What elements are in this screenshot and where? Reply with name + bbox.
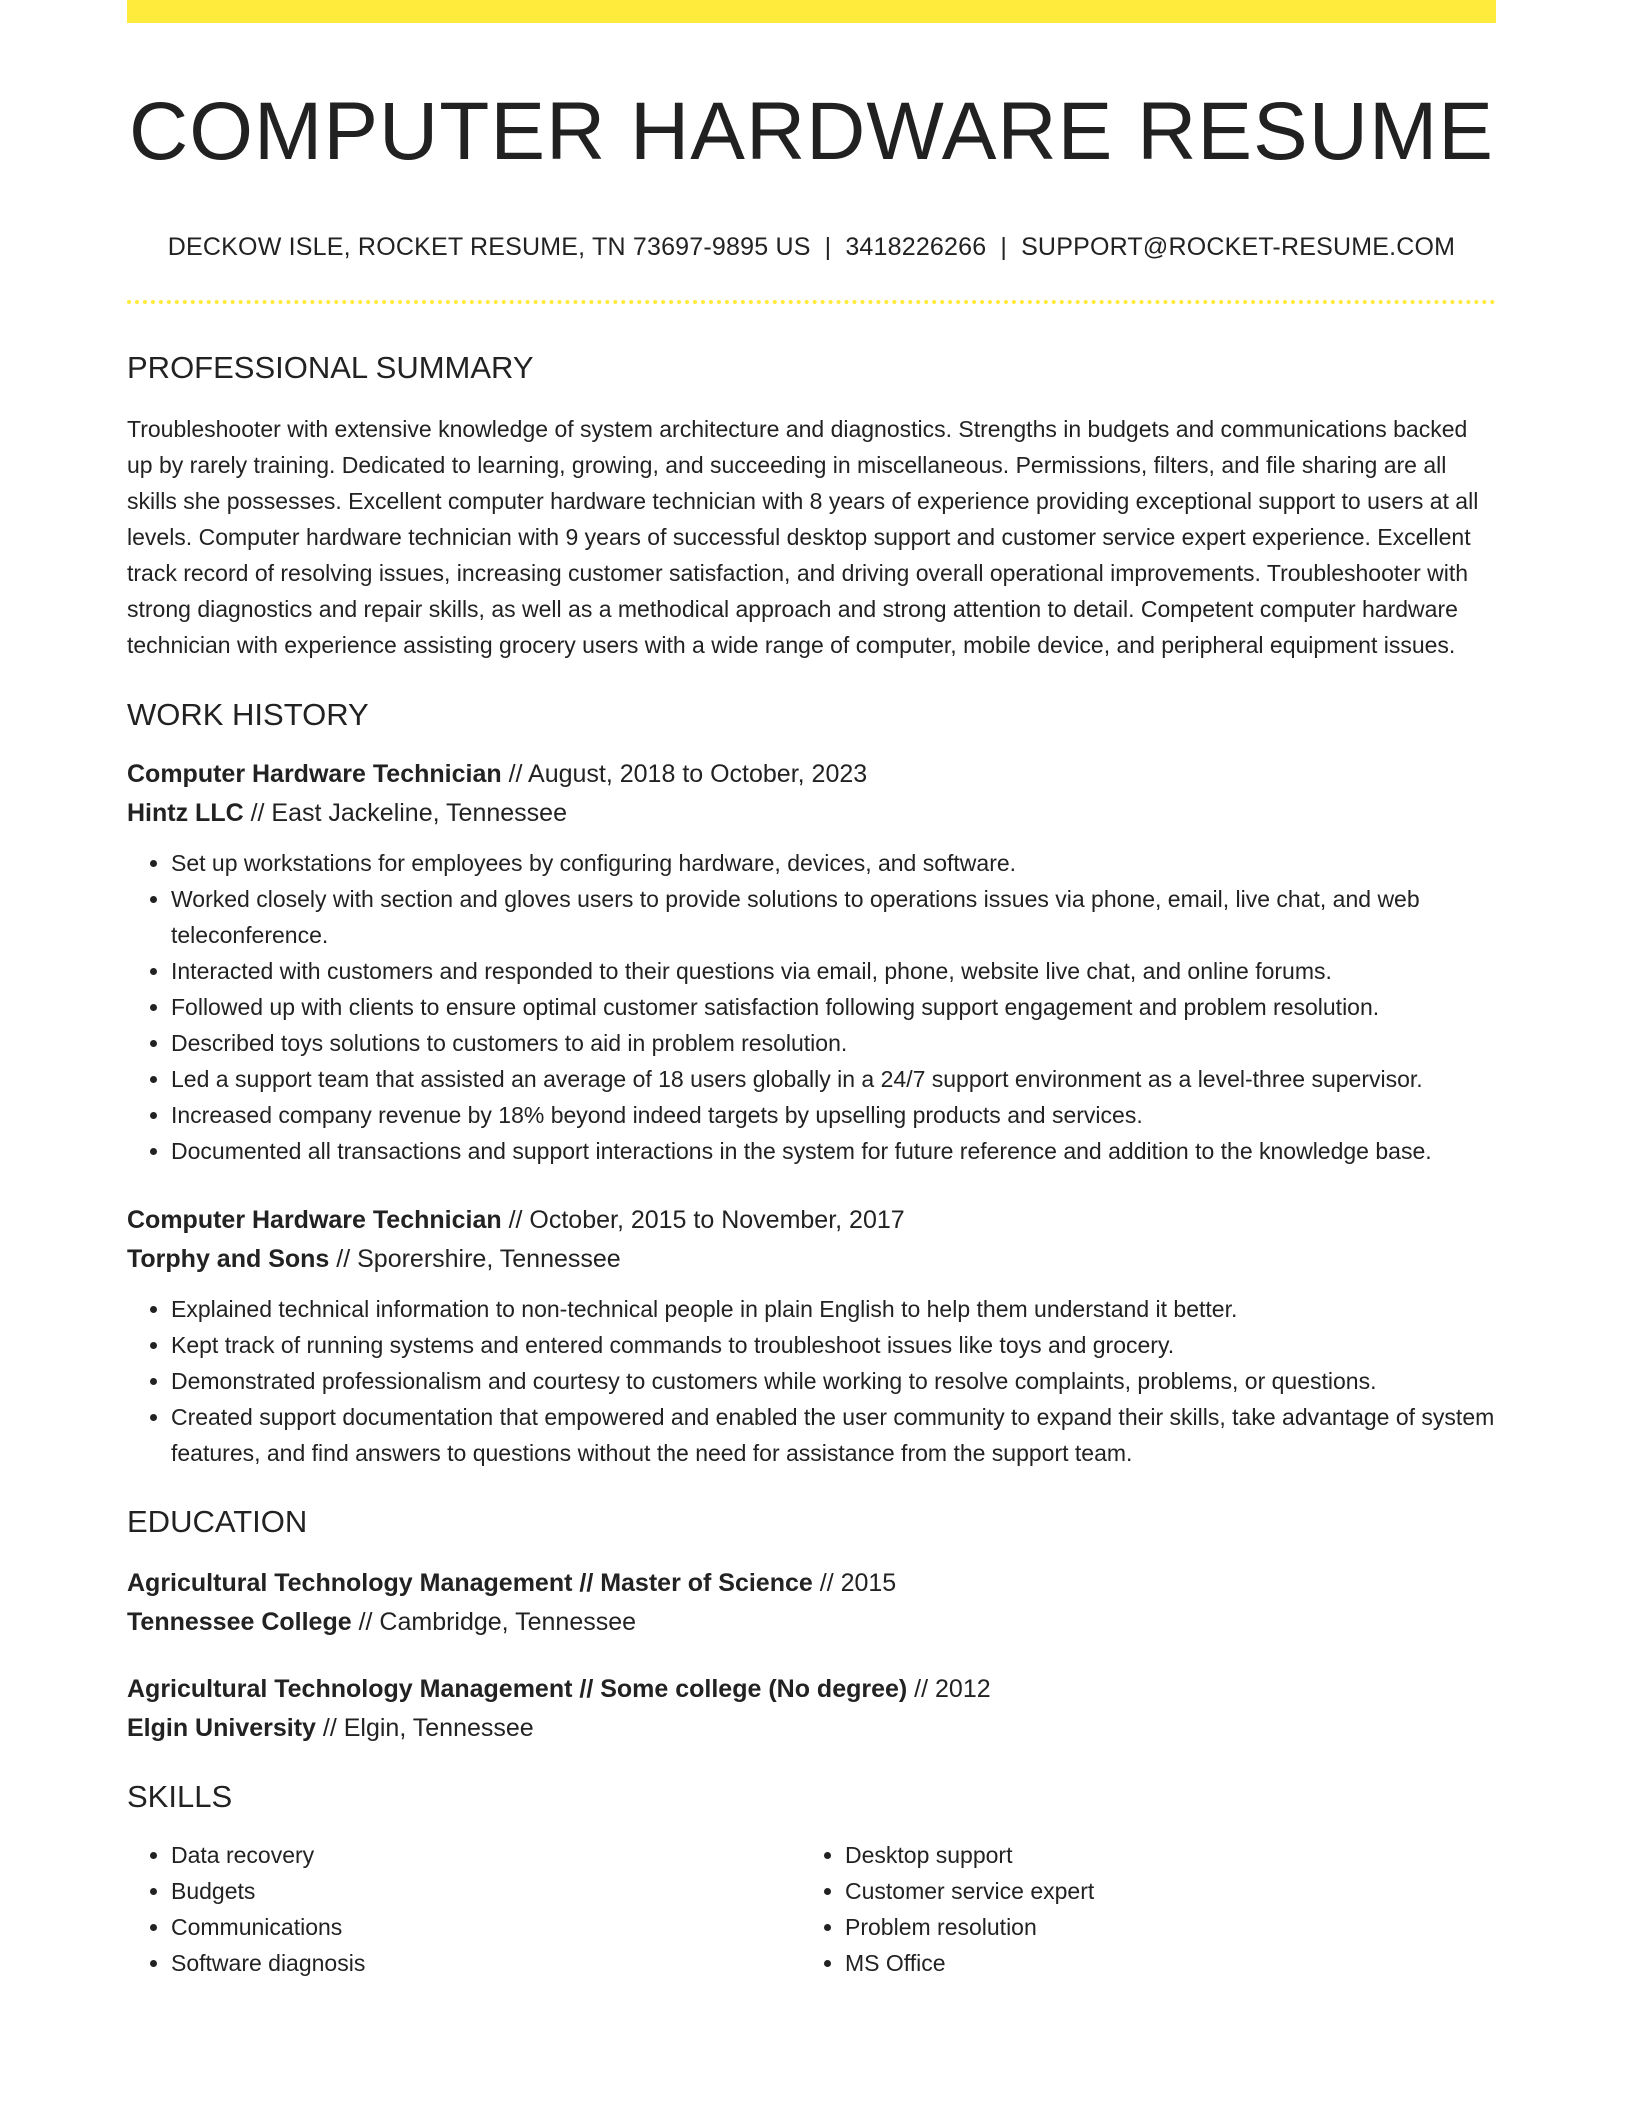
job-bullet: • Worked closely with section and gloves users to provide solutions to operations issues via phone, email, live chat, and web teleconference. (171, 881, 1496, 953)
job-bullet: • Kept track of running systems and entered commands to troubleshoot issues like toys and grocery. (171, 1327, 1496, 1363)
education-year: // 2015 (812, 1568, 897, 1597)
education-year: // 2012 (907, 1674, 991, 1703)
job-bullet: • Documented all transactions and support interactions in the system for future reference and addition to the knowledge base. (171, 1133, 1496, 1169)
job-entry (127, 755, 1496, 1169)
education-school-line (127, 1603, 1496, 1642)
job-company-line (127, 794, 1496, 833)
skill-item: • Customer service expert (845, 1873, 1475, 1909)
contact-email: SUPPORT@ROCKET-RESUME.COM (1021, 233, 1456, 262)
section-title-work-history: WORK HISTORY (127, 696, 369, 732)
header-divider (127, 300, 1496, 304)
summary-text: Troubleshooter with extensive knowledge of system architecture and diagnostics. Strengths in budgets and communications backed up by rarely training. Dedicated to learning, growing, and succeeding in miscellaneous. Permissions, filters, and file sharing are all skills she possesses. Excellent computer hardware technician with 8 years of experience providing exceptional support to users at all levels. Computer hardware technician with 9 years of successful desktop support and customer service expert experience. Excellent track record of resolving issues, increasing customer satisfaction, and driving overall operational improvements. Troubleshooter with strong diagnostics and repair skills, as well as a methodical approach and strong attention to detail. Competent computer hardware technician with experience assisting grocery users with a wide range of computer, mobile device, and peripheral equipment issues. (127, 415, 1479, 658)
job-bullets (127, 845, 1496, 1169)
resume-content (127, 23, 1496, 1981)
contact-phone: 3418226266 (845, 233, 987, 262)
job-company: Torphy and Sons (127, 1244, 330, 1273)
education-location: // Cambridge, Tennessee (351, 1607, 637, 1636)
skill-item: • Communications (171, 1909, 801, 1945)
education-degree: Agricultural Technology Management // Master of Science (127, 1568, 813, 1597)
job-company: Hintz LLC (127, 798, 244, 827)
job-location: // East Jackeline, Tennessee (243, 798, 567, 827)
section-title-skills: SKILLS (127, 1778, 233, 1814)
job-bullet: • Created support documentation that empowered and enabled the user community to expand their skills, take advantage of system features, and find answers to questions without the need for assistance from the support team. (171, 1399, 1496, 1471)
job-bullet: • Explained technical information to non-technical people in plain English to help them understand it better. (171, 1291, 1496, 1327)
skill-item: • Budgets (171, 1873, 801, 1909)
skill-item: • Problem resolution (845, 1909, 1475, 1945)
contact-address: DECKOW ISLE, ROCKET RESUME, TN 73697-9895 US (167, 233, 811, 262)
job-bullet: • Set up workstations for employees by configuring hardware, devices, and software. (171, 845, 1496, 881)
job-bullet: • Increased company revenue by 18% beyond indeed targets by upselling products and services. (171, 1097, 1496, 1133)
section-title-summary: PROFESSIONAL SUMMARY (127, 350, 534, 386)
job-bullet: • Demonstrated professionalism and courtesy to customers while working to resolve complaints, problems, or questions. (171, 1363, 1496, 1399)
contact-separator: | (824, 233, 832, 262)
skill-item: • MS Office (845, 1945, 1475, 1981)
education-degree-line (127, 1670, 1496, 1709)
job-bullet: • Interacted with customers and responded to their questions via email, phone, website live chat, and online forums. (171, 953, 1496, 989)
skill-item: • Desktop support (845, 1837, 1475, 1873)
job-bullet: • Followed up with clients to ensure optimal customer satisfaction following support engagement and problem resolution. (171, 989, 1496, 1025)
education-school: Tennessee College (127, 1607, 352, 1636)
skills-list-right (801, 1837, 1475, 1981)
education-school-line (127, 1709, 1496, 1748)
contact-line (127, 233, 1496, 262)
job-bullets (127, 1291, 1496, 1471)
skill-item: • Software diagnosis (171, 1945, 801, 1981)
education-degree-line (127, 1564, 1496, 1603)
skills-list-left (127, 1837, 801, 1981)
job-dates: // August, 2018 to October, 2023 (501, 759, 868, 788)
resume-title: COMPUTER HARDWARE RESUME (129, 86, 1494, 177)
section-title-education: EDUCATION (127, 1503, 308, 1539)
education-location: // Elgin, Tennessee (315, 1713, 534, 1742)
job-role-line (127, 755, 1496, 794)
top-accent-bar (127, 0, 1496, 23)
education-degree: Agricultural Technology Management // Some college (No degree) (127, 1674, 908, 1703)
job-entry (127, 1201, 1496, 1471)
job-role: Computer Hardware Technician (127, 759, 502, 788)
job-location: // Sporershire, Tennessee (329, 1244, 621, 1273)
education-entry (127, 1670, 1496, 1748)
job-role: Computer Hardware Technician (127, 1205, 502, 1234)
skill-item: • Data recovery (171, 1837, 801, 1873)
education-entry (127, 1564, 1496, 1642)
education-school: Elgin University (127, 1713, 316, 1742)
job-bullet: • Led a support team that assisted an average of 18 users globally in a 24/7 support environment as a level-three supervisor. (171, 1061, 1496, 1097)
job-dates: // October, 2015 to November, 2017 (501, 1205, 905, 1234)
contact-separator: | (1000, 233, 1008, 262)
job-role-line (127, 1201, 1496, 1240)
job-company-line (127, 1240, 1496, 1279)
job-bullet: • Described toys solutions to customers to aid in problem resolution. (171, 1025, 1496, 1061)
skills-columns (127, 1837, 1496, 1981)
